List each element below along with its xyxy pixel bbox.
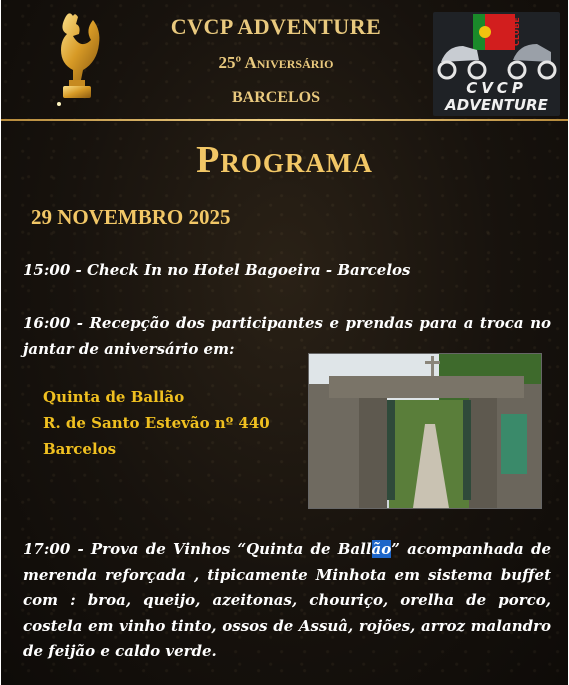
logo-graphic [433,12,560,80]
programme-heading: Programa [196,139,373,181]
logo-text-cvcp: CVCP [466,79,527,97]
header-title: CVCP ADVENTURE [170,14,382,39]
logo-text-adventure: ADVENTURE [445,96,548,114]
programme-page [1,0,568,685]
checkin-item: 15:00 - Check In no Hotel Bagoeira - Barcelos [23,261,411,279]
venue-city: Barcelos [43,440,117,458]
venue-block [43,384,270,462]
text-selection[interactable]: ão [371,540,392,558]
programme-date: 29 NOVEMBRO 2025 [31,205,231,229]
prova-text-b: ” acompanhada de merenda reforçada , tipicamente Minhota em sistema buffet com : broa, queijo, azeitonas, chouriço, orelha de porco, costela em vinho tinto, ossos de Assuâ, rojões, arroz malandro de feijão e caldo verde. [23,540,552,660]
header-city: BARCELOS [231,89,321,106]
venue-address: R. de Santo Estevão nº 440 [43,414,270,432]
logo-badge: CLUBE [512,17,521,46]
header-divider [1,119,568,121]
prova-vinhos-item [23,537,551,665]
prova-text-a: 17:00 - Prova de Vinhos “Quinta de Ball [23,540,372,558]
header [1,0,568,118]
recepcao-item: 16:00 - Recepção dos participantes e prendas para a troca no jantar de aniversário em: [23,314,551,358]
venue-name: Quinta de Ballão [43,388,185,406]
quinta-gate-photo [308,353,542,509]
cvcp-motorcycle-logo [433,12,560,116]
rooster-trophy-icon [51,10,103,110]
header-subtitle: 25º Aniversário [218,53,334,72]
